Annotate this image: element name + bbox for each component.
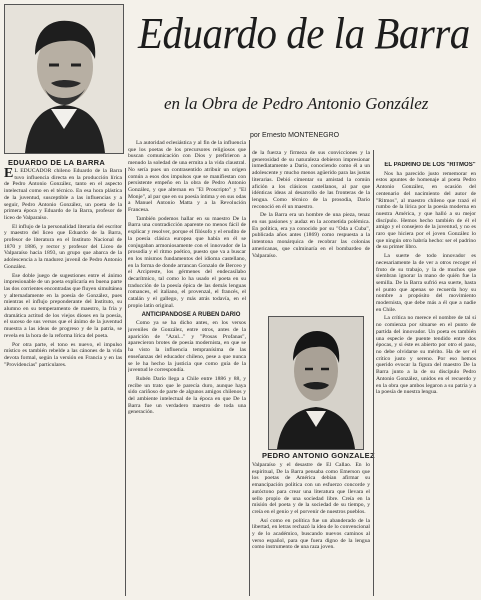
paragraph: E L EDUCADOR chileno Eduardo de la Barra tuvo influencia directa en la producción lírica de Pedro Antonio González, tanto en el aspecto intelectual como en el técnico. En esa hora plástica de la juventud, susceptible a las influencias y a seguir, Pedro Antonio González, un poeta de la primera época y Eduardo de la Barra, profesor de liceo de Valparaíso. bbox=[4, 168, 122, 221]
paragraph: Nos ha parecido justo rememorar en estos apuntes de homenaje al poeta Pedro Antonio González, en ocasión del centenario del nacimiento del autor de "Ritmos", al maestro chileno que trazó el rumbo de la lírica por la poesía moderna en nuestra América, y que halló a su mejor discípulo. Hemos hecho también de él el amigo y el consejero de la juventud, y no es raro que hiciera por el joven González lo que ningún otro habría hecho: ser el padrino de su primer libro. bbox=[376, 170, 476, 251]
paragraph: La suerte de todo innovador es necesariamente la de ver a otros recoger el fruto de su trabajo, y la de muchos que siembran ignorar la mano de quién fue la semilla. De la Barra sufrió esa suerte, hasta el punto que apenas se recuerda hoy su nombre a propósito del movimiento modernista, que debe más a él que a nadie en Chile. bbox=[376, 253, 476, 313]
paragraph: La crítica no merece el nombre de tal si no comienza por situarse en el punto de partida del innovador. Un poeta es también una especie de puente tendido entre dos épocas, y si éste es abierto por otro el paso, no debe olvidarse su mérito. Ha de ser el crítico justo y sereno. Por eso hemos querido evocar la figura del maestro De la Barra junto a la de su discípulo Pedro Antonio González, unidos en el recuerdo y en la obra que ambos legaron a su patria y a la poesía de nuestra lengua. bbox=[376, 315, 476, 396]
paragraph: Ese doble juego de sugestiones entre el ánimo impresionable de un poeta explicaría en buena parte las dos corrientes encontradas que fluyen simultánea y alternadamente en la poesía de González, pues mientras el influjo preponderante del Instituto, su alumno en su temperamento de maestro, la fría y dramática actitud de los viejos dioses en la poesía, el suceso de sus versos que el ánimo de la juventud muestra a las ideas de progreso y de la patria, se revela en la hora de la reforma lírica del poeta. bbox=[4, 272, 122, 339]
paragraph: de la fuerza y firmeza de sus convicciones y la generosidad de su naturaleza debieron impresionar inmediatamente a Darío, conociendo como él a un adolescente y mucho menos agüerido para las justas literarias. Debió cimentar su amistad la común afición a los clásicos castellanos, al par que idénticas ideas al desarrollo de las fronteras de la lengua. Como técnico de la prosodia, Darío reconoció en él un maestro. bbox=[252, 150, 370, 210]
article-subtitle: en la Obra de Pedro Antonio González bbox=[164, 94, 429, 113]
column-divider bbox=[125, 168, 126, 596]
man-portrait-icon bbox=[5, 5, 123, 153]
column-divider bbox=[373, 150, 374, 596]
drop-cap: E bbox=[4, 168, 14, 181]
article-column-3-lower bbox=[252, 462, 370, 596]
paragraph: Como ya se ha dicho antes, en los versos juveniles de González, entre otros, antes de la aparición de "Azul..." y "Prosas Profanas", aparecieron brotes de poesía modernista, en que se ha visto la influencia tempranísima de las enseñanzas del educador chileno, pese a que nunca se le ha hecho la justicia que como guía de la juventud le correspondía. bbox=[128, 320, 246, 374]
article-title: Eduardo de la Barra bbox=[138, 9, 470, 58]
portrait-caption-top: EDUARDO DE LA BARRA bbox=[8, 158, 106, 167]
article-column-1 bbox=[4, 168, 122, 596]
paragraph: Rubén Darío llega a Chile entre 1886 y 88, y recibe un trato que le parecía duro, aunque haya sido cariñoso de parte de algunos amigos chilenos y del ambiente intelectual de la época en que De la Barra fue un verdadero maestro de toda una generación. bbox=[128, 375, 246, 416]
paragraph: Así como en política fue un abanderado de la libertad, en letras rechazó la idea de lo convencional y de lo académico, buscando nuevos caminos al verso español, para que fuera digno de la lengua como instrumento de una raza joven. bbox=[252, 517, 370, 551]
portrait-caption-middle: PEDRO ANTONIO GONZALEZ bbox=[262, 451, 375, 460]
paragraph: El influjo de la personalidad literaria del escritor y maestro del liceo que Eduardo de la Barra, profesor de literatura en el Instituto Nacional de 1870 y 1886, y rector y profesor del Liceo de Valparaíso hacia 1893, un grupo que abarca de la adolescencia a la madurez juvenil de Pedro Antonio González. bbox=[4, 223, 122, 270]
paragraph: Por otra parte, el tono es nuevo, el impulso místico es también rebelde a las cánones de la vida devota formal, según la versión en Francia y en las "Providencias" particulares. bbox=[4, 341, 122, 368]
article-byline: por Ernesto MONTENEGRO bbox=[250, 132, 340, 139]
article-column-2 bbox=[128, 140, 246, 596]
paragraph: La autoridad eclesiástica y al fin de la influencia que los poetas de los precursores religiosos que buscan comunicación con Dios y prefirieron a menudo la soledad de una ermita a la vida claustral. No sería pues un contrasentido atribuir un origen común a esos dos impulsos que se manifiestan con persistente empeño en la obra de Pedro Antonio González, y que alternan en "El Proscripto" y "El Monje", al par que en su poesía íntima y en sus odas a Manuel Antonio Matta y a la Revolución Francesa. bbox=[128, 140, 246, 214]
paragraph: También podemos hallar en su maestro De la Barra una contradicción aparente no menos fácil de explicar y resolver, porque el filósofo y el erudito de la poesía clásica europea que había en él se conjugaban armoniosamente con el innovador de la prosodia y el ritmo poético, puesto que va a buscar en los mismos fundamentos del idioma castellano, en la forma de donde arrancan Gonzalo de Berceo y el Arcipreste, los gérmenes del endecasílabo decarítmico, tal como lo ha usado el poeta en su traducción de la poesía épica de las demás lenguas romances, el italiano, el provenzal, el francés, el catalán y el gallego, y más atrás todavía, en el propio latín original. bbox=[128, 215, 246, 309]
article-column-4 bbox=[376, 162, 476, 596]
portrait-eduardo-de-la-barra bbox=[4, 4, 124, 154]
paragraph: Valparaíso y el desastre de El Callao. En lo espiritual, De la Barra pensaba como Emerson que los poetas de América debían afirmar su emancipación política con un esfuerzo concorde y autóctono para crear una literatura que llevara el sello propio de una sociedad libre. Creía en la misión del poeta y de la sociedad de su tiempo, y creía en el genio y el porvenir de nuestros pueblos. bbox=[252, 462, 370, 515]
section-heading: ANTICIPANDOSE A RUBEN DARIO bbox=[141, 311, 241, 318]
paragraph: De la Barra era un hombre de una pieza, tenaz en sus pasiones y audaz en la acometida polémica. En política, era ya conocido por su "Oda a Cuba", publicada años antes (1869) como respuesta a la intentona monárquica de recobrar las colonias americanas, que culminaría en el bombardeo de Valparaíso. bbox=[252, 212, 370, 259]
article-column-3-upper bbox=[252, 150, 370, 314]
portrait-pedro-antonio-gonzalez bbox=[268, 316, 364, 450]
column-divider bbox=[249, 140, 250, 596]
man-portrait-icon bbox=[269, 317, 363, 449]
section-heading: EL PADRINO DE LOS "RITMOS" bbox=[384, 162, 476, 168]
